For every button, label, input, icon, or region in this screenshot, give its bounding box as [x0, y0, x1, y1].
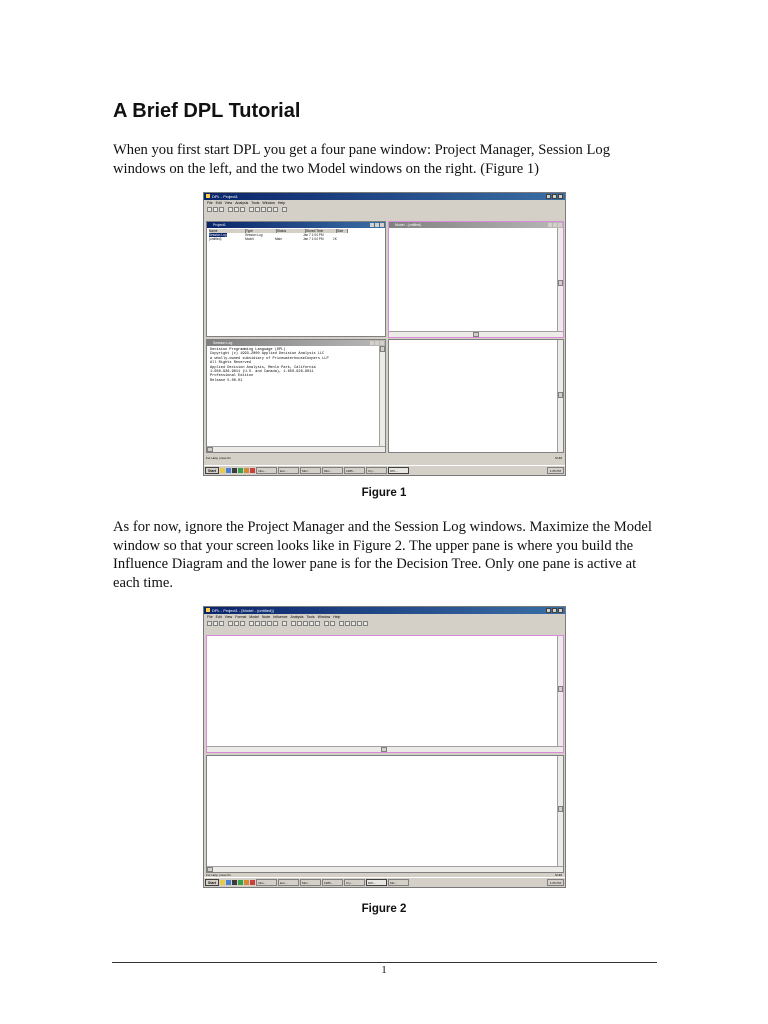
vertical-scrollbar[interactable] — [379, 346, 385, 447]
model-tree-pane[interactable] — [388, 339, 564, 453]
horizontal-scrollbar[interactable] — [207, 746, 563, 752]
paste-icon[interactable] — [240, 621, 245, 626]
status-bar: For Help, press F1 NUM — [206, 873, 562, 877]
taskbar-button[interactable]: Exc... — [278, 879, 299, 886]
session-log-pane[interactable] — [206, 339, 386, 453]
pane-close-icon[interactable] — [380, 223, 384, 227]
figure-1-screenshot — [203, 192, 566, 476]
close-icon[interactable] — [558, 608, 563, 613]
menu-influence[interactable]: Influence — [273, 615, 288, 619]
page-number: 1 — [381, 964, 387, 976]
cut-icon[interactable] — [228, 207, 233, 212]
taskbar-button[interactable]: Micr... — [322, 467, 343, 474]
run-icon[interactable] — [345, 621, 350, 626]
pane-close-icon[interactable] — [380, 341, 384, 345]
taskbar-button[interactable]: Inbo... — [256, 467, 277, 474]
vertical-scrollbar[interactable] — [557, 228, 563, 332]
table-row[interactable]: (untitled) Model Main Jan 7 1:04 PM 1K — [209, 237, 337, 242]
session-log-title: Session Log — [207, 340, 385, 346]
zoom-out-icon[interactable] — [267, 207, 272, 212]
start-button[interactable]: Start — [205, 467, 219, 474]
new-file-icon[interactable] — [207, 207, 212, 212]
open-folder-icon[interactable] — [213, 207, 218, 212]
taskbar-button[interactable]: Cry... — [366, 467, 387, 474]
session-log-text: Decision Programming Language (DPL) Copyright (c) 1993-2000 Applied Decision Analysis LLC a wholly-owned subsidiary of PricewaterhouseCoopers LLP All Rights Reserved Applied Decision Analysis, Menlo Park, California 1-650-926-9011 (U.S. and Canada), 1-650-926-9011 Professional Edition Release 5.00.01 — [210, 348, 329, 383]
copy-icon[interactable] — [234, 207, 239, 212]
menu-node[interactable]: Node — [261, 615, 271, 619]
quick-launch-icon[interactable] — [238, 880, 243, 885]
menu-tools[interactable]: Tools — [251, 201, 260, 205]
taskbar — [204, 465, 565, 475]
vertical-scrollbar[interactable] — [557, 340, 563, 452]
paste-icon[interactable] — [240, 207, 245, 212]
zoom-in-icon[interactable] — [261, 207, 266, 212]
quick-launch-icon[interactable] — [232, 468, 237, 473]
cut-icon[interactable] — [228, 621, 233, 626]
pane-minimize-icon[interactable] — [370, 341, 374, 345]
taskbar-button[interactable]: Exc... — [278, 467, 299, 474]
app-title-bar — [204, 193, 565, 200]
menu-format[interactable]: Format — [235, 615, 247, 619]
node-arrow-icon[interactable] — [315, 621, 320, 626]
quick-launch-icon[interactable] — [244, 468, 249, 473]
run-icon[interactable] — [363, 621, 368, 626]
menu-file[interactable]: File — [207, 201, 213, 205]
node-arrow-icon[interactable] — [303, 621, 308, 626]
menu-window[interactable]: Window — [317, 615, 331, 619]
quick-launch-icon[interactable] — [220, 468, 225, 473]
project-table — [209, 229, 383, 242]
menu-model[interactable]: Model — [249, 615, 259, 619]
tree-icon[interactable] — [324, 621, 329, 626]
help-icon[interactable] — [282, 207, 287, 212]
horizontal-scrollbar[interactable] — [207, 446, 385, 452]
maximize-icon[interactable] — [552, 608, 557, 613]
pane-maximize-icon[interactable] — [375, 341, 379, 345]
vertical-scrollbar[interactable] — [557, 756, 563, 867]
pane-minimize-icon[interactable] — [370, 223, 374, 227]
system-clock: 1:05 PM — [547, 467, 564, 474]
quick-launch-icon[interactable] — [244, 880, 249, 885]
figure-2-screenshot — [203, 606, 566, 888]
project-table-header: Name Type Status Stored Time Size — [209, 229, 383, 233]
maximize-icon[interactable] — [552, 194, 557, 199]
window-title: DPL - Project1 — [212, 194, 238, 199]
zoom-fit-icon[interactable] — [273, 621, 278, 626]
zoom-fit-icon[interactable] — [273, 207, 278, 212]
print-icon[interactable] — [249, 621, 254, 626]
menu-help[interactable]: Help — [277, 201, 286, 205]
vertical-scrollbar[interactable] — [557, 636, 563, 747]
tree-icon[interactable] — [330, 621, 335, 626]
node-arrow-icon[interactable] — [297, 621, 302, 626]
status-bar: For Help, press F1 NUM — [206, 456, 562, 460]
quick-launch-icon[interactable] — [226, 468, 231, 473]
copy-icon[interactable] — [234, 621, 239, 626]
menu-analysis[interactable]: Analysis — [235, 201, 249, 205]
system-clock: 1:05 PM — [547, 879, 564, 886]
run-icon[interactable] — [351, 621, 356, 626]
taskbar-button[interactable]: Micr... — [300, 467, 321, 474]
dpl-app-icon — [206, 608, 210, 612]
pane-close-icon[interactable] — [558, 223, 562, 227]
print-icon[interactable] — [249, 207, 254, 212]
taskbar — [204, 877, 565, 887]
project-manager-pane[interactable] — [206, 221, 386, 337]
node-arrow-icon[interactable] — [309, 621, 314, 626]
taskbar-button[interactable]: 1986... — [344, 467, 365, 474]
quick-launch-icon[interactable] — [220, 880, 225, 885]
decision-tree-pane[interactable] — [206, 755, 564, 873]
quick-launch-icon[interactable] — [226, 880, 231, 885]
body-paragraph: As for now, ignore the Project Manager and the Session Log windows. Maximize the Model window so that your screen looks like in Figure 2. The upper pane is where you build the Influence Diagram and the lower pane is for the Decision Tree. Only one pane is active at each time. — [113, 519, 652, 591]
save-icon[interactable] — [219, 207, 224, 212]
node-arrow-icon[interactable] — [291, 621, 296, 626]
help-icon[interactable] — [282, 621, 287, 626]
horizontal-scrollbar[interactable] — [207, 866, 563, 872]
menu-analysis[interactable]: Analysis — [290, 615, 304, 619]
save-icon[interactable] — [219, 621, 224, 626]
menu-view[interactable]: View — [224, 615, 233, 619]
run-icon[interactable] — [357, 621, 362, 626]
taskbar-button[interactable]: DPL... — [366, 879, 387, 886]
taskbar-button[interactable]: Mic... — [388, 879, 409, 886]
app-title-bar — [204, 607, 565, 614]
influence-diagram-pane[interactable] — [206, 635, 564, 753]
menu-edit[interactable]: Edit — [215, 615, 222, 619]
toolbar — [204, 206, 565, 213]
toolbar — [204, 620, 565, 627]
menu-tools[interactable]: Tools — [306, 615, 315, 619]
taskbar-button[interactable]: Micr... — [300, 879, 321, 886]
intro-paragraph: When you first start DPL you get a four pane window: Project Manager, Session Log windows on the left, and the two Model windows on the right. (Figure 1) — [113, 142, 610, 177]
minimize-icon[interactable] — [546, 608, 551, 613]
table-row[interactable]: Session Log Session Log Jan 7 1:04 PM — [209, 233, 324, 238]
minimize-icon[interactable] — [546, 194, 551, 199]
quick-launch-icon[interactable] — [232, 880, 237, 885]
figure-2-caption: Figure 2 — [361, 903, 407, 915]
taskbar-button[interactable]: DPL... — [388, 467, 409, 474]
taskbar-button[interactable]: 1986... — [322, 879, 343, 886]
project-pane-title: Project1 — [207, 222, 385, 228]
figure-1-caption: Figure 1 — [361, 487, 407, 499]
open-folder-icon[interactable] — [213, 621, 218, 626]
pane-maximize-icon[interactable] — [375, 223, 379, 227]
close-icon[interactable] — [558, 194, 563, 199]
zoom-in-icon[interactable] — [261, 621, 266, 626]
taskbar-button[interactable]: Cry... — [344, 879, 365, 886]
dpl-app-icon — [206, 194, 210, 198]
zoom-icon[interactable] — [255, 621, 260, 626]
menu-help[interactable]: Help — [333, 615, 341, 619]
menu-edit[interactable]: Edit — [215, 201, 222, 205]
zoom-out-icon[interactable] — [267, 621, 272, 626]
horizontal-scrollbar[interactable] — [389, 331, 563, 337]
window-title: DPL - Project1 - [Model - (untitled)] — [212, 608, 274, 613]
pane-maximize-icon[interactable] — [553, 223, 557, 227]
new-file-icon[interactable] — [207, 621, 212, 626]
run-icon[interactable] — [339, 621, 344, 626]
model-influence-pane[interactable] — [388, 221, 564, 338]
page-title: A Brief DPL Tutorial — [113, 100, 301, 122]
quick-launch-icon[interactable] — [250, 880, 255, 885]
quick-launch-icon[interactable] — [250, 468, 255, 473]
taskbar-button[interactable]: Inbo... — [256, 879, 277, 886]
pane-minimize-icon[interactable] — [548, 223, 552, 227]
quick-launch-icon[interactable] — [238, 468, 243, 473]
footer-divider — [112, 962, 657, 963]
menu-window[interactable]: Window — [262, 201, 275, 205]
menu-view[interactable]: View — [224, 201, 233, 205]
model-pane-title: Model - (untitled) — [389, 222, 563, 228]
start-button[interactable]: Start — [205, 879, 219, 886]
menu-file[interactable]: File — [207, 615, 213, 619]
zoom-icon[interactable] — [255, 207, 260, 212]
